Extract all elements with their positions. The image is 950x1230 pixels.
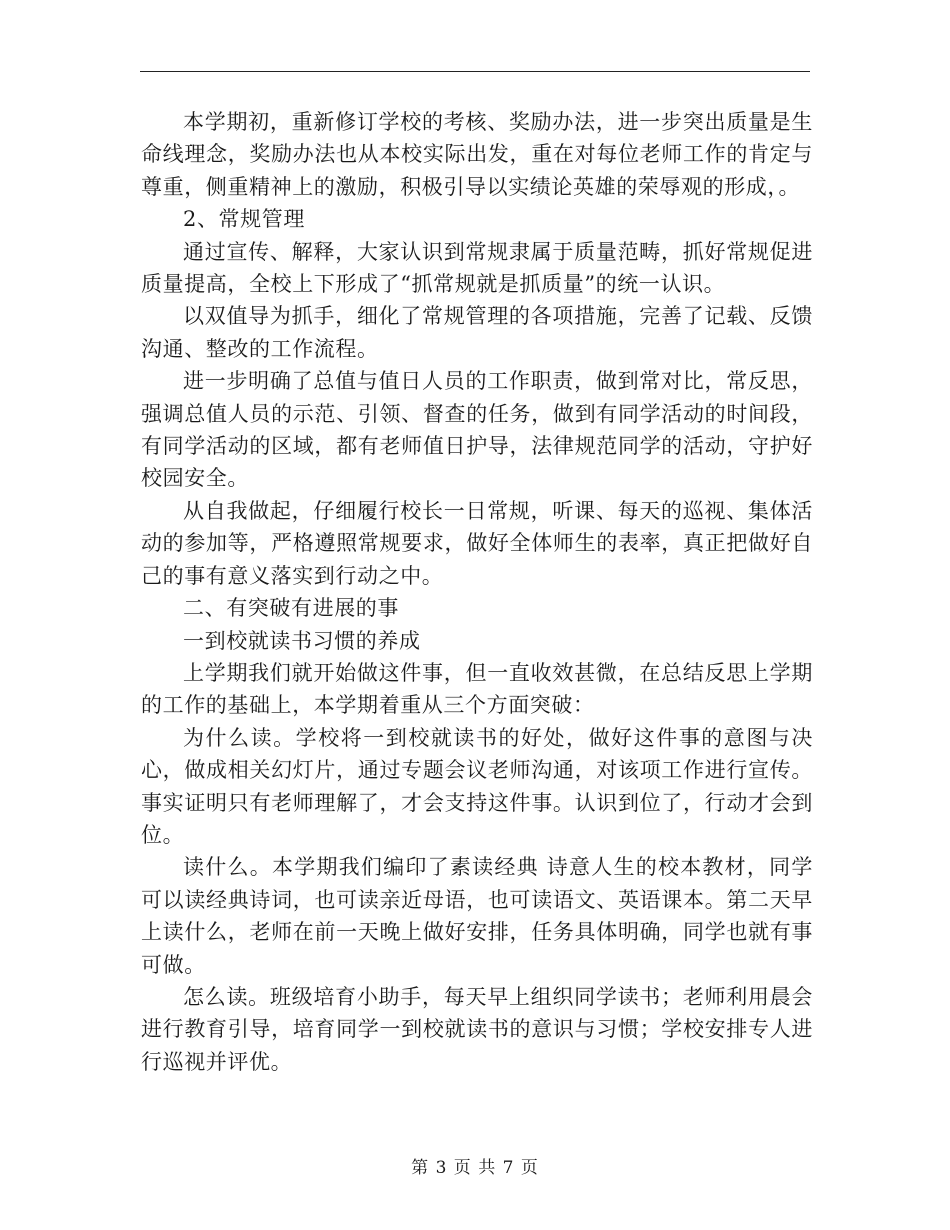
section-heading: 二、有突破有进展的事 <box>183 596 399 621</box>
body-text <box>141 106 813 1078</box>
paragraph: 以双值导为抓手，细化了常规管理的各项措施，完善了记载、反馈沟通、整改的工作流程。 <box>141 304 813 361</box>
paragraph: 怎么读。班级培育小助手，每天早上组织同学读书；老师利用晨会进行教育引导，培育同学一到校就读书的意识与习惯；学校安排专人进行巡视并评优。 <box>141 984 813 1074</box>
section-heading: 2、常规管理 <box>183 207 305 232</box>
paragraph: 从自我做起，仔细履行校长一日常规，听课、每天的巡视、集体活动的参加等，严格遵照常规要求，做好全体师生的表率，真正把做好自己的事有意义落实到行动之中。 <box>141 498 813 588</box>
page-number-footer: 第 3 页 共 7 页 <box>411 1158 539 1178</box>
paragraph: 进一步明确了总值与值日人员的工作职责，做到常对比，常反思，强调总值人员的示范、引领、督查的任务，做到有同学活动的时间段，有同学活动的区域，都有老师值日护导，法律规范同学的活动，守护好校园安全。 <box>141 369 813 491</box>
paragraph: 本学期初，重新修订学校的考核、奖励办法，进一步突出质量是生命线理念，奖励办法也从本校实际出发，重在对每位老师工作的肯定与尊重，侧重精神上的激励，积极引导以实绩论英雄的荣辱观的形成，。 <box>141 110 813 199</box>
paragraph: 上学期我们就开始做这件事，但一直收效甚微，在总结反思上学期的工作的基础上，本学期着重从三个方面突破： <box>141 660 813 718</box>
paragraph: 读什么。本学期我们编印了素读经典 诗意人生的校本教材，同学可以读经典诗词，也可读亲近母语，也可读语文、英语课本。第二天早上读什么，老师在前一天晚上做好安排，任务具体明确，同学也就有事可做。 <box>141 855 813 977</box>
paragraph: 通过宣传、解释，大家认识到常规隶属于质量范畴，抓好常规促进质量提高，全校上下形成了“抓常规就是抓质量”的统一认识。 <box>141 239 813 297</box>
subsection-heading: 一到校就读书习惯的养成 <box>183 628 421 653</box>
header-rule <box>140 71 810 72</box>
paragraph: 为什么读。学校将一到校就读书的好处，做好这件事的意图与决心，做成相关幻灯片，通过专题会议老师沟通，对该项工作进行宣传。事实证明只有老师理解了，才会支持这件事。认识到位了，行动才会到位。 <box>141 725 813 847</box>
